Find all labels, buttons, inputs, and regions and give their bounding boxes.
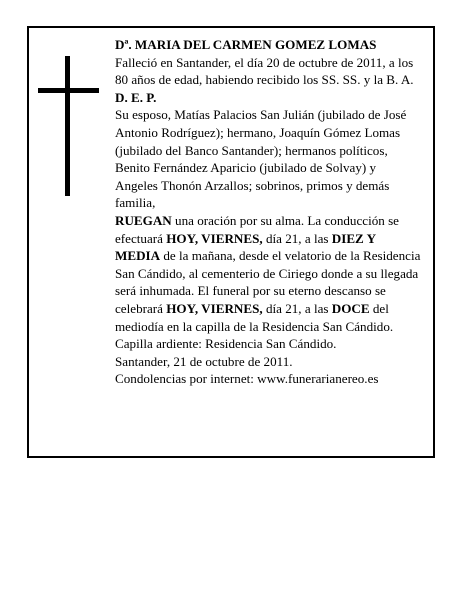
request-text-4: día 21, a las: [262, 300, 332, 316]
latin-cross-icon: [38, 56, 99, 196]
funeral-request: [115, 212, 421, 353]
date-line: Santander, 21 de octubre de 2011.: [115, 353, 293, 369]
rest-in-peace: D. E. P.: [115, 89, 157, 105]
obituary-text: [115, 36, 421, 388]
condolences-line: Condolencias por internet: www.funerarianereo.es: [115, 371, 379, 387]
request-text-1: una oración por su alma. La conducción se efectuará: [115, 212, 399, 246]
hoy-viernes-1: HOY, VIERNES,: [166, 230, 263, 246]
request-text-3: de la mañana, desde el velatorio de la Residencia San Cándido, al cementerio de Ciriego donde a su llegada será inhumada. El funeral por su eterno descanso se celebrará: [115, 248, 421, 316]
request-text-2: día 21, a las: [262, 230, 332, 246]
ruegan-word: RUEGAN: [115, 212, 172, 228]
request-text-5: del mediodía en la capilla de la Residencia San Cándido. Capilla ardiente: Residencia San Cándido.: [115, 300, 394, 352]
death-notice: Falleció en Santander, el día 20 de octubre de 2011, a los 80 años de edad, habiendo recibido los SS. SS. y la B. A.: [115, 54, 414, 88]
cross-horizontal-bar: [38, 88, 99, 93]
hoy-viernes-2: HOY, VIERNES,: [166, 300, 263, 316]
cross-vertical-bar: [65, 56, 70, 196]
family-list: Su esposo, Matías Palacios San Julián (jubilado de José Antonio Rodríguez); hermano, Joaquín Gómez Lomas (jubilado del Banco Santander); hermanos políticos, Benito Fernández Aparicio (jubilado de Solvay) y Angeles Thonón Arzallos; sobrinos, primos y demás familia,: [115, 107, 407, 211]
diez-y-media: DIEZ Y MEDIA: [115, 230, 376, 264]
deceased-name: Dª. MARIA DEL CARMEN GOMEZ LOMAS: [115, 37, 377, 52]
doce: DOCE: [331, 300, 370, 316]
